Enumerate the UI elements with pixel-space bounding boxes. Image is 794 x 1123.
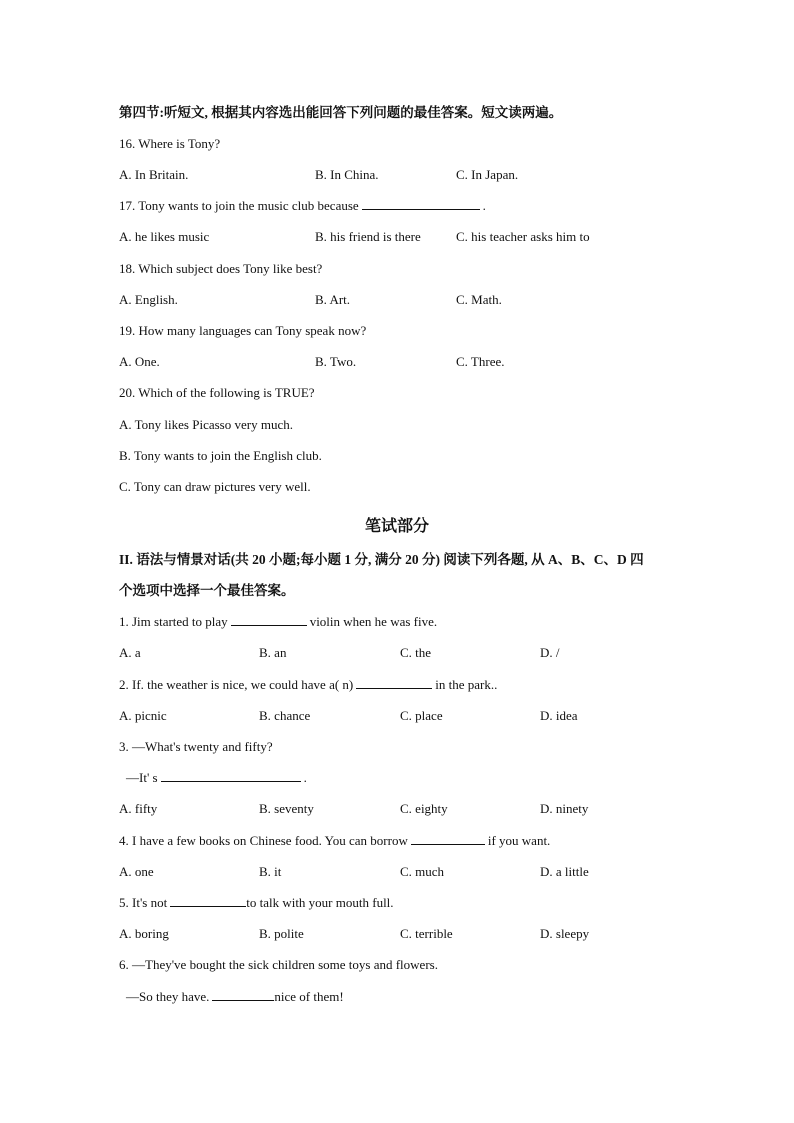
- q4-post: if you want.: [487, 833, 551, 848]
- q2-option-a: A. picnic: [119, 708, 167, 723]
- q3-reply-pre: —It' s: [126, 770, 158, 785]
- q18-stem: 18. Which subject does Tony like best?: [119, 261, 323, 276]
- written-section-title: 笔试部分: [364, 518, 429, 535]
- q5-option-c: C. terrible: [400, 926, 453, 941]
- q3-reply-line: [126, 770, 307, 786]
- answer-blank: [170, 895, 246, 907]
- written-instruction-line1: II. 语法与情景对话(共 20 小题;每小题 1 分, 满分 20 分) 阅读下列各题, 从 A、B、C、D 四: [119, 552, 644, 567]
- q5-option-a: A. boring: [119, 926, 169, 941]
- q3-option-a: A. fifty: [119, 801, 158, 816]
- q5-stem-line: [119, 895, 394, 911]
- q3-stem: 3. —What's twenty and fifty?: [119, 739, 273, 754]
- q2-option-b: B. chance: [259, 708, 311, 723]
- q1-option-c: C. the: [400, 645, 432, 660]
- written-instruction-line2: 个选项中选择一个最佳答案。: [119, 583, 295, 598]
- q2-post: in the park..: [435, 677, 498, 692]
- answer-blank: [161, 770, 301, 782]
- q1-post: violin when he was five.: [309, 614, 438, 629]
- q3-option-b: B. seventy: [259, 801, 314, 816]
- q2-stem-line: [119, 677, 497, 693]
- q2-option-c: C. place: [400, 708, 443, 723]
- q6-reply-pre: —So they have.: [126, 989, 210, 1004]
- answer-blank: [411, 833, 485, 845]
- q4-option-b: B. it: [259, 864, 282, 879]
- q17-option-a: A. he likes music: [119, 229, 210, 244]
- section4-heading: 第四节:听短文, 根据其内容选出能回答下列问题的最佳答案。短文读两遍。: [119, 105, 563, 120]
- q4-pre: 4. I have a few books on Chinese food. You can borrow: [119, 833, 408, 848]
- q16-stem: 16. Where is Tony?: [119, 136, 221, 151]
- q19-option-b: B. Two.: [315, 354, 357, 369]
- q3-option-d: D. ninety: [540, 801, 589, 816]
- q3-reply-post: .: [303, 770, 307, 785]
- q1-option-b: B. an: [259, 645, 287, 660]
- q1-option-a: A. a: [119, 645, 141, 660]
- q16-option-c: C. In Japan.: [456, 167, 519, 182]
- q20-option-c: C. Tony can draw pictures very well.: [119, 479, 311, 494]
- q4-option-a: A. one: [119, 864, 154, 879]
- q18-option-a: A. English.: [119, 292, 178, 307]
- answer-blank: [231, 614, 307, 626]
- q2-pre: 2. If. the weather is nice, we could have a( n): [119, 677, 354, 692]
- answer-blank: [212, 989, 274, 1001]
- q20-stem: 20. Which of the following is TRUE?: [119, 385, 315, 400]
- q5-pre: 5. It's not: [119, 895, 168, 910]
- answer-blank: [356, 677, 432, 689]
- q18-option-c: C. Math.: [456, 292, 502, 307]
- q4-option-c: C. much: [400, 864, 445, 879]
- q1-stem-line: [119, 614, 437, 630]
- q17-stem: 17. Tony wants to join the music club because: [119, 198, 359, 213]
- q16-option-b: B. In China.: [315, 167, 379, 182]
- q6-reply-line: [126, 989, 344, 1005]
- q19-option-c: C. Three.: [456, 354, 505, 369]
- q4-stem-line: [119, 833, 550, 849]
- q1-option-d: D. /: [540, 645, 560, 660]
- q1-pre: 1. Jim started to play: [119, 614, 228, 629]
- q6-stem: 6. —They've bought the sick children some toys and flowers.: [119, 957, 438, 972]
- q19-stem: 19. How many languages can Tony speak now?: [119, 323, 367, 338]
- q20-option-b: B. Tony wants to join the English club.: [119, 448, 322, 463]
- q20-option-a: A. Tony likes Picasso very much.: [119, 417, 293, 432]
- q16-option-a: A. In Britain.: [119, 167, 189, 182]
- q2-option-d: D. idea: [540, 708, 578, 723]
- q3-option-c: C. eighty: [400, 801, 448, 816]
- q17-option-c: C. his teacher asks him to: [456, 229, 590, 244]
- q17-option-b: B. his friend is there: [315, 229, 421, 244]
- q4-option-d: D. a little: [540, 864, 589, 879]
- q5-post: to talk with your mouth full.: [246, 895, 394, 910]
- q17-end: .: [482, 198, 486, 213]
- q19-option-a: A. One.: [119, 354, 160, 369]
- q5-option-b: B. polite: [259, 926, 304, 941]
- q17-stem-line: [119, 198, 486, 214]
- q5-option-d: D. sleepy: [540, 926, 590, 941]
- answer-blank: [362, 198, 480, 210]
- q6-reply-post: nice of them!: [274, 989, 344, 1004]
- q18-option-b: B. Art.: [315, 292, 351, 307]
